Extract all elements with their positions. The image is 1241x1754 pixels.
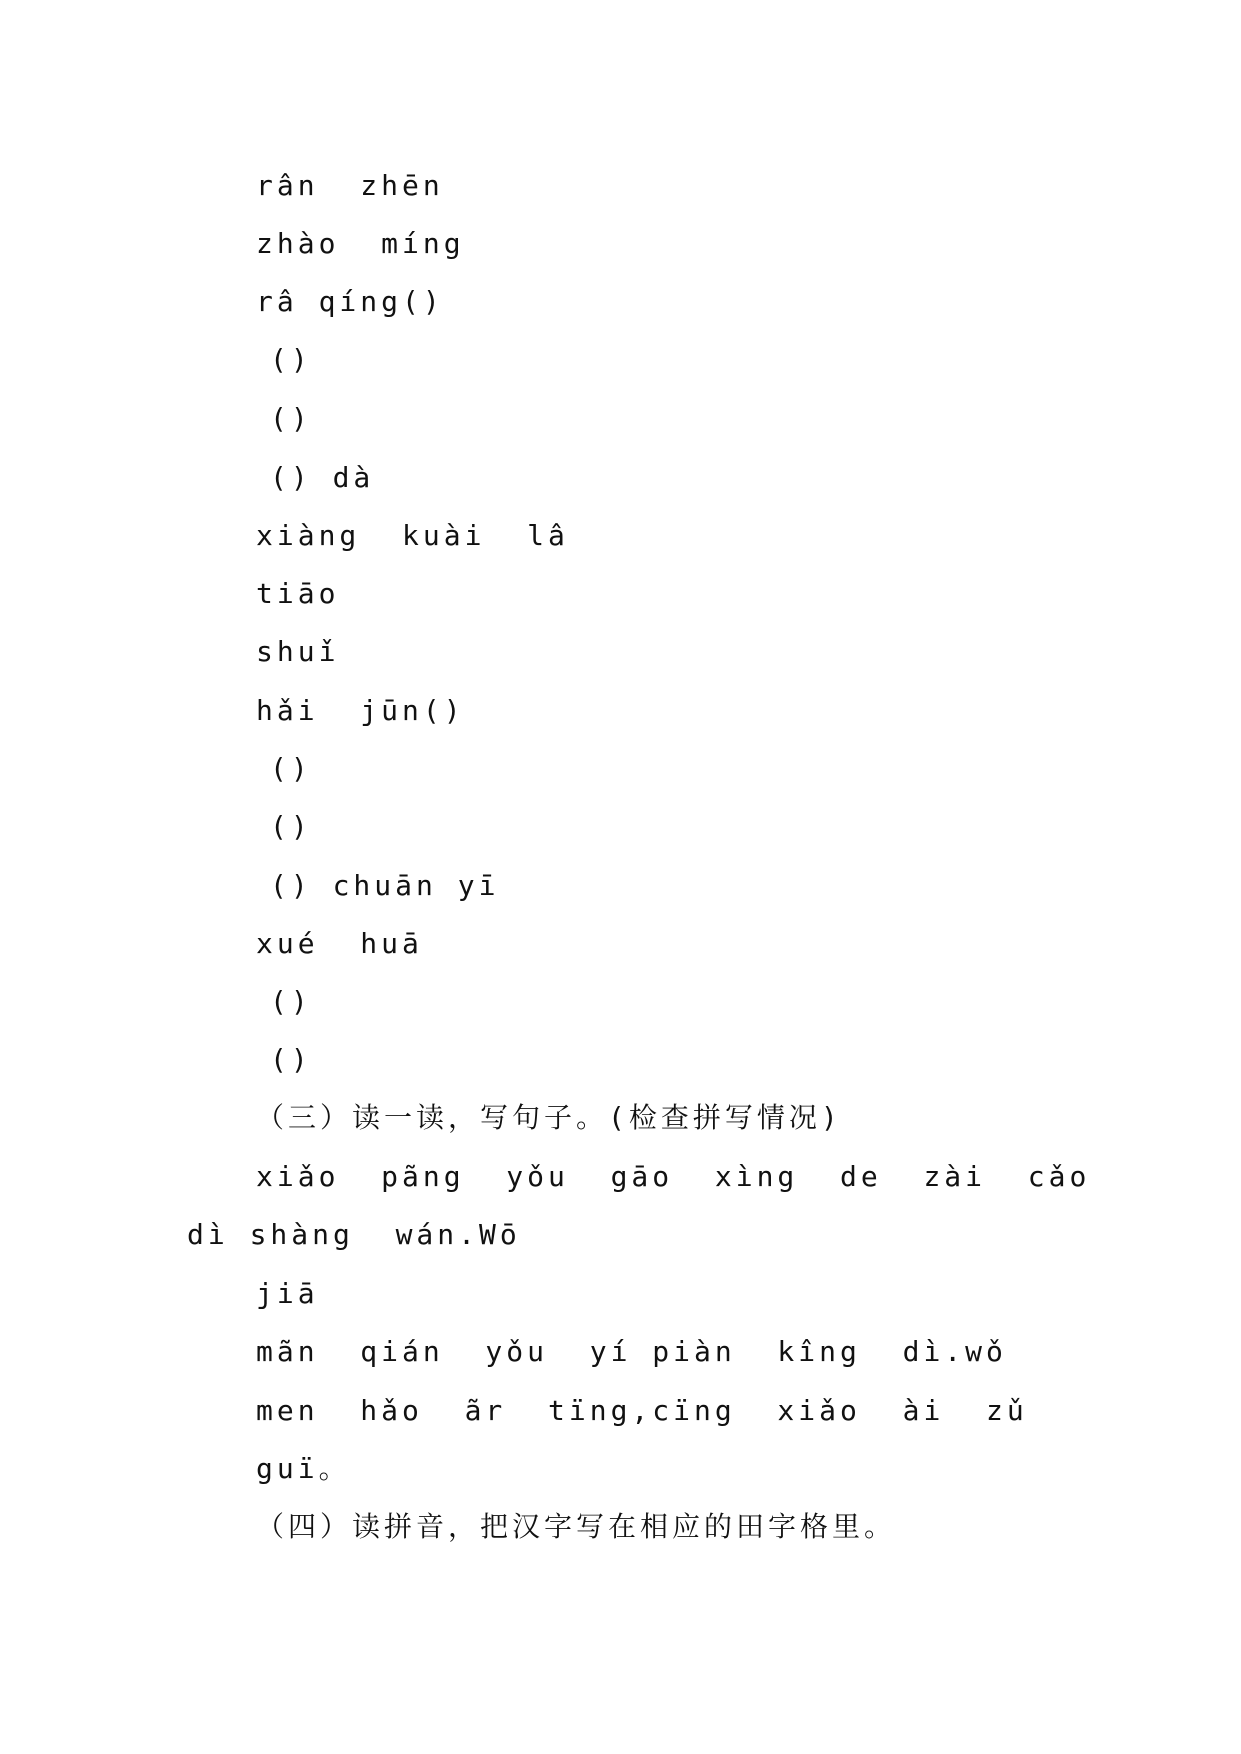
blank-parentheses: () (270, 343, 312, 376)
pinyin-line: tiāo (256, 577, 340, 610)
pinyin-line: () dà (270, 461, 375, 494)
pinyin-line: râ qíng() (256, 285, 444, 318)
pinyin-line: shuǐ (256, 635, 340, 668)
blank-parentheses: () (270, 402, 312, 435)
pinyin-line: guï。 (256, 1452, 351, 1485)
section-heading: （三）读一读，写句子。(检查拼写情况) (256, 1101, 842, 1134)
pinyin-line: men hǎo ãr tïng,cïng xiǎo ài zǔ (256, 1394, 1028, 1427)
pinyin-line: () chuān yī (270, 869, 500, 902)
pinyin-line: dì shàng wán.Wō (187, 1218, 521, 1251)
pinyin-line: jiā (256, 1277, 319, 1310)
blank-parentheses: () (270, 752, 312, 785)
pinyin-line: xiǎo pãng yǒu gāo xìng de zài cǎo (256, 1160, 1091, 1193)
section-heading: （四）读拼音，把汉字写在相应的田字格里。 (256, 1510, 897, 1543)
pinyin-line: hǎi jūn() (256, 694, 465, 727)
blank-parentheses: () (270, 1043, 312, 1076)
blank-parentheses: () (270, 985, 312, 1018)
pinyin-line: zhào míng (256, 227, 465, 260)
blank-parentheses: () (270, 810, 312, 843)
pinyin-line: xué huā (256, 927, 423, 960)
pinyin-line: xiàng kuài lâ (256, 519, 569, 552)
pinyin-line: mãn qián yǒu yí piàn kîng dì.wǒ (256, 1335, 1007, 1368)
pinyin-line: rân zhēn (256, 169, 444, 202)
